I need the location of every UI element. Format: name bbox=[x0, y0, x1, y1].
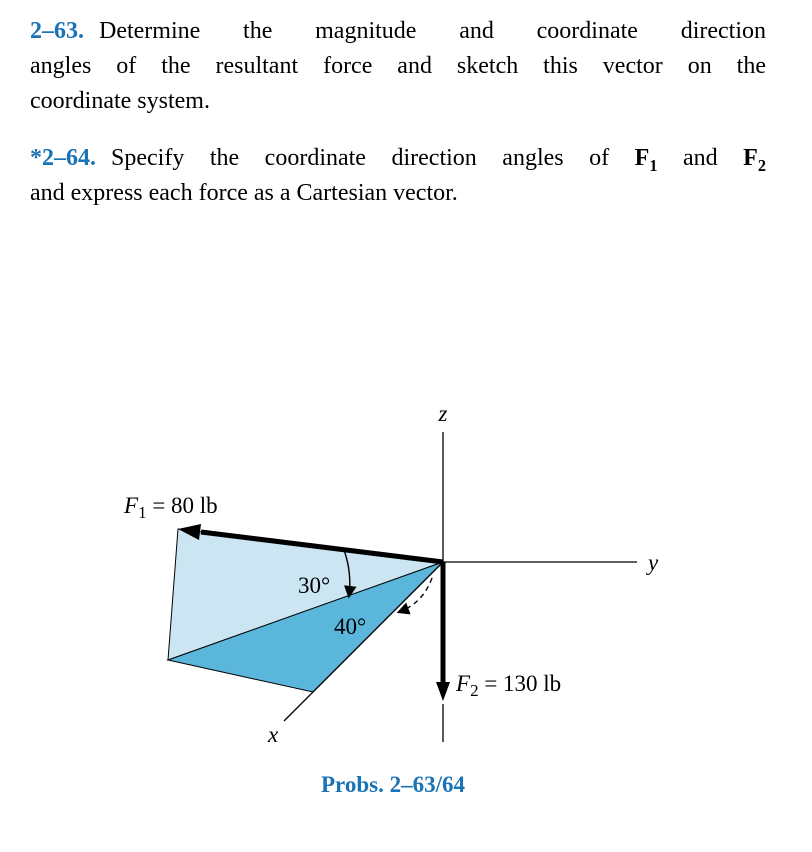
f2-label-subscript: 2 bbox=[470, 681, 479, 700]
problem-2-63-text-3: coordinate system. bbox=[30, 88, 210, 114]
f2-label-symbol: F bbox=[456, 671, 471, 696]
force-f2-symbol: F bbox=[743, 145, 758, 171]
z-axis-label: z bbox=[438, 401, 448, 426]
figure-caption: Probs. 2–63/64 bbox=[321, 772, 465, 797]
f1-label bbox=[123, 493, 218, 522]
f1-label-value: = 80 lb bbox=[146, 493, 218, 518]
f2-arrowhead bbox=[436, 682, 450, 701]
problem-2-64-text-prefix: Specify the coordinate direction angles of bbox=[111, 145, 635, 171]
problem-2-63-text-2: angles of the resultant force and sketch this vector on the bbox=[30, 53, 766, 79]
angle-40-label: 40° bbox=[334, 614, 367, 639]
problem-2-64-text-2: and express each force as a Cartesian vector. bbox=[30, 180, 458, 206]
x-axis-label: x bbox=[268, 722, 279, 747]
y-axis-label: y bbox=[648, 550, 659, 575]
f2-label-value: = 130 lb bbox=[478, 671, 562, 696]
angle-30-label: 30° bbox=[298, 573, 331, 598]
problem-number-2-64: *2–64. bbox=[30, 145, 96, 171]
force-f2-subscript: 2 bbox=[757, 155, 766, 175]
problem-2-64-text-and: and bbox=[657, 145, 744, 171]
force-f1-subscript: 1 bbox=[649, 155, 658, 175]
f2-label bbox=[455, 671, 561, 700]
f1-label-subscript: 1 bbox=[138, 503, 147, 522]
problem-number-2-63: 2–63. bbox=[30, 18, 84, 44]
problem-2-63-text-1: Determine the magnitude and coordinate direction bbox=[99, 18, 766, 44]
force-f1-symbol: F bbox=[634, 145, 650, 171]
f1-label-symbol: F bbox=[124, 493, 139, 518]
